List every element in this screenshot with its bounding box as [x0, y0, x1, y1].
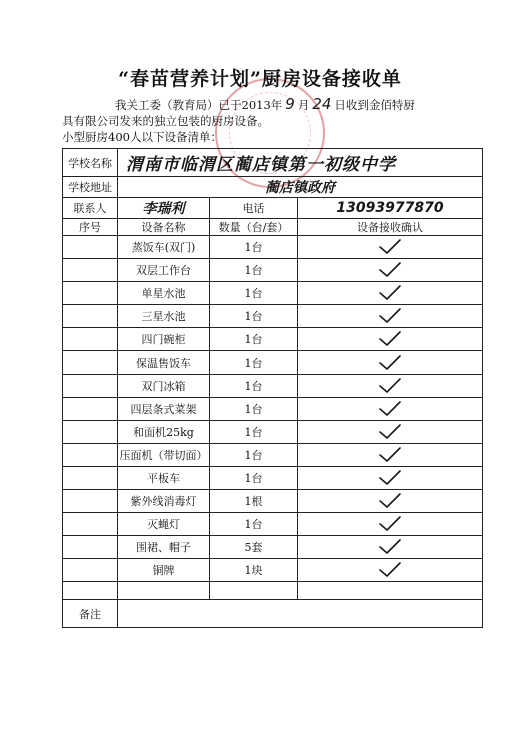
- equipment-name: 和面机25kg: [118, 420, 210, 443]
- table-row: [63, 351, 483, 374]
- school-address-label: 学校地址: [63, 177, 118, 198]
- equipment-qty: 1台: [210, 513, 298, 536]
- contact-label: 联系人: [63, 198, 118, 219]
- equipment-table: [62, 148, 483, 628]
- handwritten-phone: 13093977870: [336, 200, 444, 216]
- checkmark-icon: [378, 446, 402, 464]
- receipt-confirm: [298, 282, 483, 305]
- equipment-qty: 1块: [210, 559, 298, 582]
- equipment-name: 紫外线消毒灯: [118, 490, 210, 513]
- equipment-name: 围裙、帽子: [118, 536, 210, 559]
- row-number: [63, 259, 118, 282]
- row-number: [63, 490, 118, 513]
- col-header-name: 设备名称: [118, 219, 210, 236]
- intro-line-3: 小型厨房400人以下设备清单：: [62, 130, 222, 144]
- checkmark-icon: [378, 469, 402, 487]
- checkmark-icon: [378, 330, 402, 348]
- row-number: [63, 443, 118, 466]
- receipt-confirm: [298, 236, 483, 259]
- equipment-qty: 1台: [210, 351, 298, 374]
- table-row: [63, 513, 483, 536]
- intro-text-c: 日收到金佰特厨: [334, 98, 415, 112]
- table-row: [63, 328, 483, 351]
- school-name-value: [118, 149, 483, 177]
- equipment-name: 三星水池: [118, 305, 210, 328]
- table-row: [63, 236, 483, 259]
- col-header-confirm: 设备接收确认: [298, 219, 483, 236]
- intro-text-a: 我关工委（教育局）已于2013年: [115, 98, 283, 112]
- checkmark-icon: [378, 423, 402, 441]
- equipment-qty: 1台: [210, 328, 298, 351]
- equipment-name: 平板车: [118, 466, 210, 489]
- equipment-qty: 5套: [210, 536, 298, 559]
- row-number: [63, 305, 118, 328]
- equipment-qty: 1台: [210, 466, 298, 489]
- remarks-label: 备注: [63, 600, 118, 628]
- row-number: [63, 420, 118, 443]
- table-row: [63, 443, 483, 466]
- row-number: [63, 513, 118, 536]
- table-row: [63, 490, 483, 513]
- checkmark-icon: [378, 307, 402, 325]
- row-number: [63, 351, 118, 374]
- row-number: [63, 397, 118, 420]
- receipt-confirm: [298, 513, 483, 536]
- equipment-qty: 1台: [210, 259, 298, 282]
- checkmark-icon: [378, 400, 402, 418]
- checkmark-icon: [378, 377, 402, 395]
- checkmark-icon: [378, 492, 402, 510]
- checkmark-icon: [378, 261, 402, 279]
- equipment-name: 四层条式菜架: [118, 397, 210, 420]
- receipt-confirm: [298, 559, 483, 582]
- checkmark-icon: [378, 354, 402, 372]
- blank-row: [63, 582, 483, 600]
- row-number: [63, 374, 118, 397]
- receipt-confirm: [298, 397, 483, 420]
- school-name-row: [63, 149, 483, 177]
- receipt-confirm: [298, 536, 483, 559]
- contact-row: [63, 198, 483, 219]
- school-name-label: 学校名称: [63, 149, 118, 177]
- receipt-confirm: [298, 490, 483, 513]
- handwritten-school-address: 蔺店镇政府: [265, 180, 335, 196]
- equipment-name: 保温售饭车: [118, 351, 210, 374]
- equipment-name: 铜牌: [118, 559, 210, 582]
- row-number: [63, 236, 118, 259]
- blank-cell: [63, 582, 118, 600]
- table-row: [63, 282, 483, 305]
- row-number: [63, 282, 118, 305]
- row-number: [63, 328, 118, 351]
- checkmark-icon: [378, 538, 402, 556]
- table-row: [63, 374, 483, 397]
- col-header-qty: 数量（台/套）: [210, 219, 298, 236]
- equipment-qty: 1台: [210, 282, 298, 305]
- table-row: [63, 536, 483, 559]
- receipt-confirm: [298, 466, 483, 489]
- school-address-row: [63, 177, 483, 198]
- intro-line-1: [115, 96, 520, 114]
- checkmark-icon: [378, 238, 402, 256]
- receipt-confirm: [298, 259, 483, 282]
- table-row: [63, 559, 483, 582]
- table-row: [63, 259, 483, 282]
- blank-cell: [118, 582, 210, 600]
- equipment-name: 双层工作台: [118, 259, 210, 282]
- receipt-confirm: [298, 374, 483, 397]
- checkmark-icon: [378, 284, 402, 302]
- table-header-row: [63, 219, 483, 236]
- equipment-name: 双门冰箱: [118, 374, 210, 397]
- checkmark-icon: [378, 561, 402, 579]
- equipment-name: 单星水池: [118, 282, 210, 305]
- table-row: [63, 466, 483, 489]
- handwritten-contact: 李瑞利: [142, 201, 185, 217]
- contact-value: [118, 198, 210, 219]
- receipt-confirm: [298, 351, 483, 374]
- equipment-name: 压面机（带切面）: [118, 443, 210, 466]
- receipt-confirm: [298, 420, 483, 443]
- equipment-qty: 1台: [210, 236, 298, 259]
- receipt-confirm: [298, 443, 483, 466]
- remarks-row: [63, 600, 483, 628]
- equipment-qty: 1台: [210, 420, 298, 443]
- row-number: [63, 536, 118, 559]
- col-header-no: 序号: [63, 219, 118, 236]
- equipment-qty: 1台: [210, 305, 298, 328]
- equipment-name: 灭蝇灯: [118, 513, 210, 536]
- row-number: [63, 559, 118, 582]
- equipment-qty: 1台: [210, 374, 298, 397]
- equipment-name: 蒸饭车(双门): [118, 236, 210, 259]
- checkmark-icon: [378, 515, 402, 533]
- table-row: [63, 397, 483, 420]
- handwritten-day: 24: [312, 95, 332, 113]
- phone-label: 电话: [210, 198, 298, 219]
- school-address-value: [118, 177, 483, 198]
- receipt-confirm: [298, 328, 483, 351]
- equipment-name: 四门碗柜: [118, 328, 210, 351]
- table-row: [63, 420, 483, 443]
- equipment-qty: 1台: [210, 397, 298, 420]
- row-number: [63, 466, 118, 489]
- phone-value: [298, 198, 483, 219]
- handwritten-school-name: 渭南市临渭区蔺店镇第一初级中学: [126, 155, 396, 175]
- remarks-value: [118, 600, 483, 628]
- equipment-qty: 1台: [210, 443, 298, 466]
- intro-line-2: 具有限公司发来的独立包装的厨房设备。: [62, 114, 269, 128]
- table-row: [63, 305, 483, 328]
- handwritten-month: 9: [285, 95, 295, 113]
- intro-text-b: 月: [297, 98, 310, 112]
- equipment-qty: 1根: [210, 490, 298, 513]
- receipt-confirm: [298, 305, 483, 328]
- blank-cell: [298, 582, 483, 600]
- page-title: “春苗营养计划”厨房设备接收单: [118, 68, 402, 90]
- blank-cell: [210, 582, 298, 600]
